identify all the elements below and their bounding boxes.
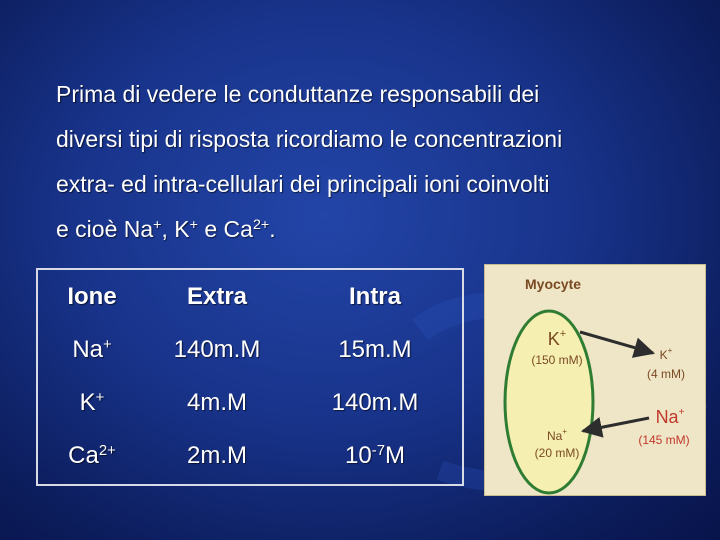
intra-exponent: -7: [371, 442, 385, 459]
ca-charge: 2+: [252, 217, 270, 234]
ion-concentration-table: [36, 268, 464, 486]
intra-cell: 140m.M: [331, 388, 419, 416]
inside-na-conc: (20 mM): [534, 446, 580, 460]
intro-end: .: [269, 216, 276, 242]
outside-na-label: Na+: [655, 407, 685, 427]
table-row: [38, 323, 462, 376]
ion-symbol: K: [79, 388, 96, 416]
k-efflux-arrow: [580, 332, 653, 353]
extra-cell: 4m.M: [187, 388, 247, 416]
header-extra: Extra: [186, 282, 248, 310]
myocyte-figure: [484, 264, 706, 496]
intra-base: 10: [345, 441, 372, 469]
intro-line-3: extra- ed intra-cellulari dei principali ioni coinvolti: [56, 171, 550, 197]
intro-line-2: diversi tipi di risposta ricordiamo le concentrazioni: [56, 126, 563, 152]
ion-charge: +: [95, 389, 105, 406]
intro-sep-ca: e Ca: [197, 216, 253, 242]
intro-sep-k: , K: [161, 216, 190, 242]
extra-cell: 140m.M: [173, 335, 261, 363]
intra-cell: 15m.M: [338, 335, 412, 363]
k-charge: +: [189, 217, 198, 234]
ion-charge: 2+: [98, 442, 116, 459]
ion-cell: [38, 376, 146, 429]
ion-cell: [38, 429, 146, 482]
extra-cell: 2m.M: [187, 441, 247, 469]
inside-k-label: K+: [547, 328, 567, 349]
inside-k-conc: (150 mM): [531, 353, 583, 367]
outside-na-conc: (145 mM): [638, 433, 690, 447]
outside-k-conc: (4 mM): [647, 367, 685, 381]
intro-prefix: e cioè Na: [56, 216, 154, 242]
na-charge: +: [153, 217, 162, 234]
table-header-row: [38, 270, 462, 323]
ion-symbol: Na: [72, 335, 103, 363]
table-row: [38, 429, 462, 482]
figure-title: Myocyte: [525, 276, 582, 292]
intra-cell: [288, 429, 462, 482]
inside-na-label: Na+: [546, 427, 568, 443]
intro-line-4: [56, 207, 696, 252]
table-row: [38, 376, 462, 429]
ion-cell: [38, 323, 146, 376]
header-intra: Intra: [348, 282, 401, 310]
intro-text: [56, 72, 696, 252]
intra-unit: M: [384, 441, 405, 469]
intro-line-1: Prima di vedere le conduttanze responsabili dei: [56, 81, 540, 107]
ion-symbol: Ca: [68, 441, 99, 469]
header-ione: Ione: [67, 282, 117, 310]
outside-k-label: K+: [659, 346, 673, 362]
ion-charge: +: [103, 336, 112, 353]
